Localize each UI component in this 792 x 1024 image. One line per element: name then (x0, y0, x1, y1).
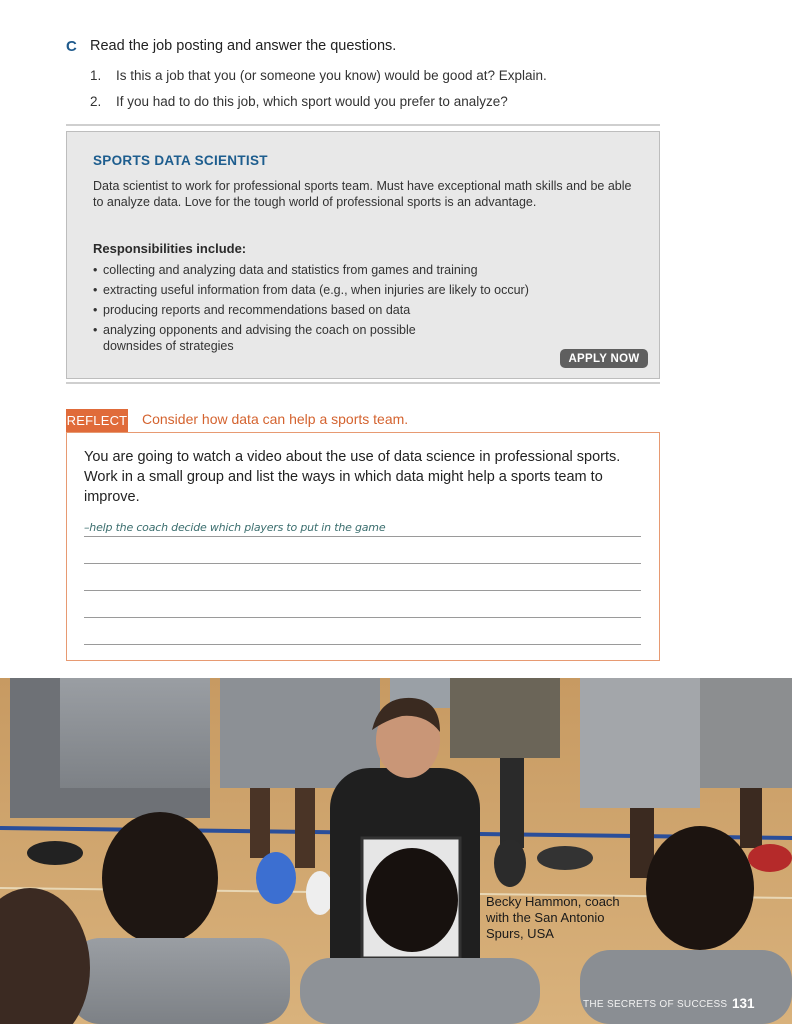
footer-title: THE SECRETS OF SUCCESS (583, 999, 728, 1010)
responsibilities-heading: Responsibilities include: (93, 241, 247, 256)
answer-line[interactable] (84, 617, 641, 618)
answer-line[interactable] (84, 563, 641, 564)
list-item: • collecting and analyzing data and statistics from games and training (93, 262, 638, 278)
section-instruction: Read the job posting and answer the questions. (90, 38, 397, 54)
question-number: 2. (90, 94, 102, 109)
page-number: 131 (732, 996, 755, 1011)
section-letter: C (66, 38, 77, 55)
divider (66, 124, 660, 126)
question-number: 1. (90, 68, 102, 83)
apply-now-button[interactable]: APPLY NOW (560, 349, 648, 368)
question-text: If you had to do this job, which sport would you prefer to analyze? (116, 94, 508, 109)
question-text: Is this a job that you (or someone you know) would be good at? Explain. (116, 68, 547, 83)
photo-caption: Becky Hammon, coach with the San Antonio Spurs, USA (486, 894, 620, 941)
handwritten-answer[interactable]: –help the coach decide which players to put in the game (84, 521, 386, 534)
answer-line[interactable] (84, 536, 641, 537)
job-title: SPORTS DATA SCIENTIST (93, 153, 268, 168)
responsibilities-list (93, 262, 638, 358)
divider (66, 382, 660, 384)
job-posting (66, 131, 660, 379)
job-description: Data scientist to work for professional sports team. Must have exceptional math skills and be able to analyze data. Love for the tough world of professional sports is an advantage. (93, 179, 632, 209)
answer-line[interactable] (84, 590, 641, 591)
reflect-tag: REFLECT (66, 409, 128, 432)
reflect-instructions: You are going to watch a video about the use of data science in professional sports. Work in a small group and list the ways in which data might help a sports team to improve. (84, 449, 621, 505)
question-2 (90, 94, 508, 109)
reflect-title: Consider how data can help a sports team. (142, 411, 409, 427)
list-item: • extracting useful information from data (e.g., when injuries are likely to occur) (93, 282, 638, 298)
question-1 (90, 68, 547, 83)
list-item: • analyzing opponents and advising the coach on possible downsides of strategies (93, 322, 475, 354)
team-huddle-photo (0, 678, 792, 1024)
list-item: • producing reports and recommendations based on data (93, 302, 638, 318)
reflect-box (66, 432, 660, 661)
answer-line[interactable] (84, 644, 641, 645)
